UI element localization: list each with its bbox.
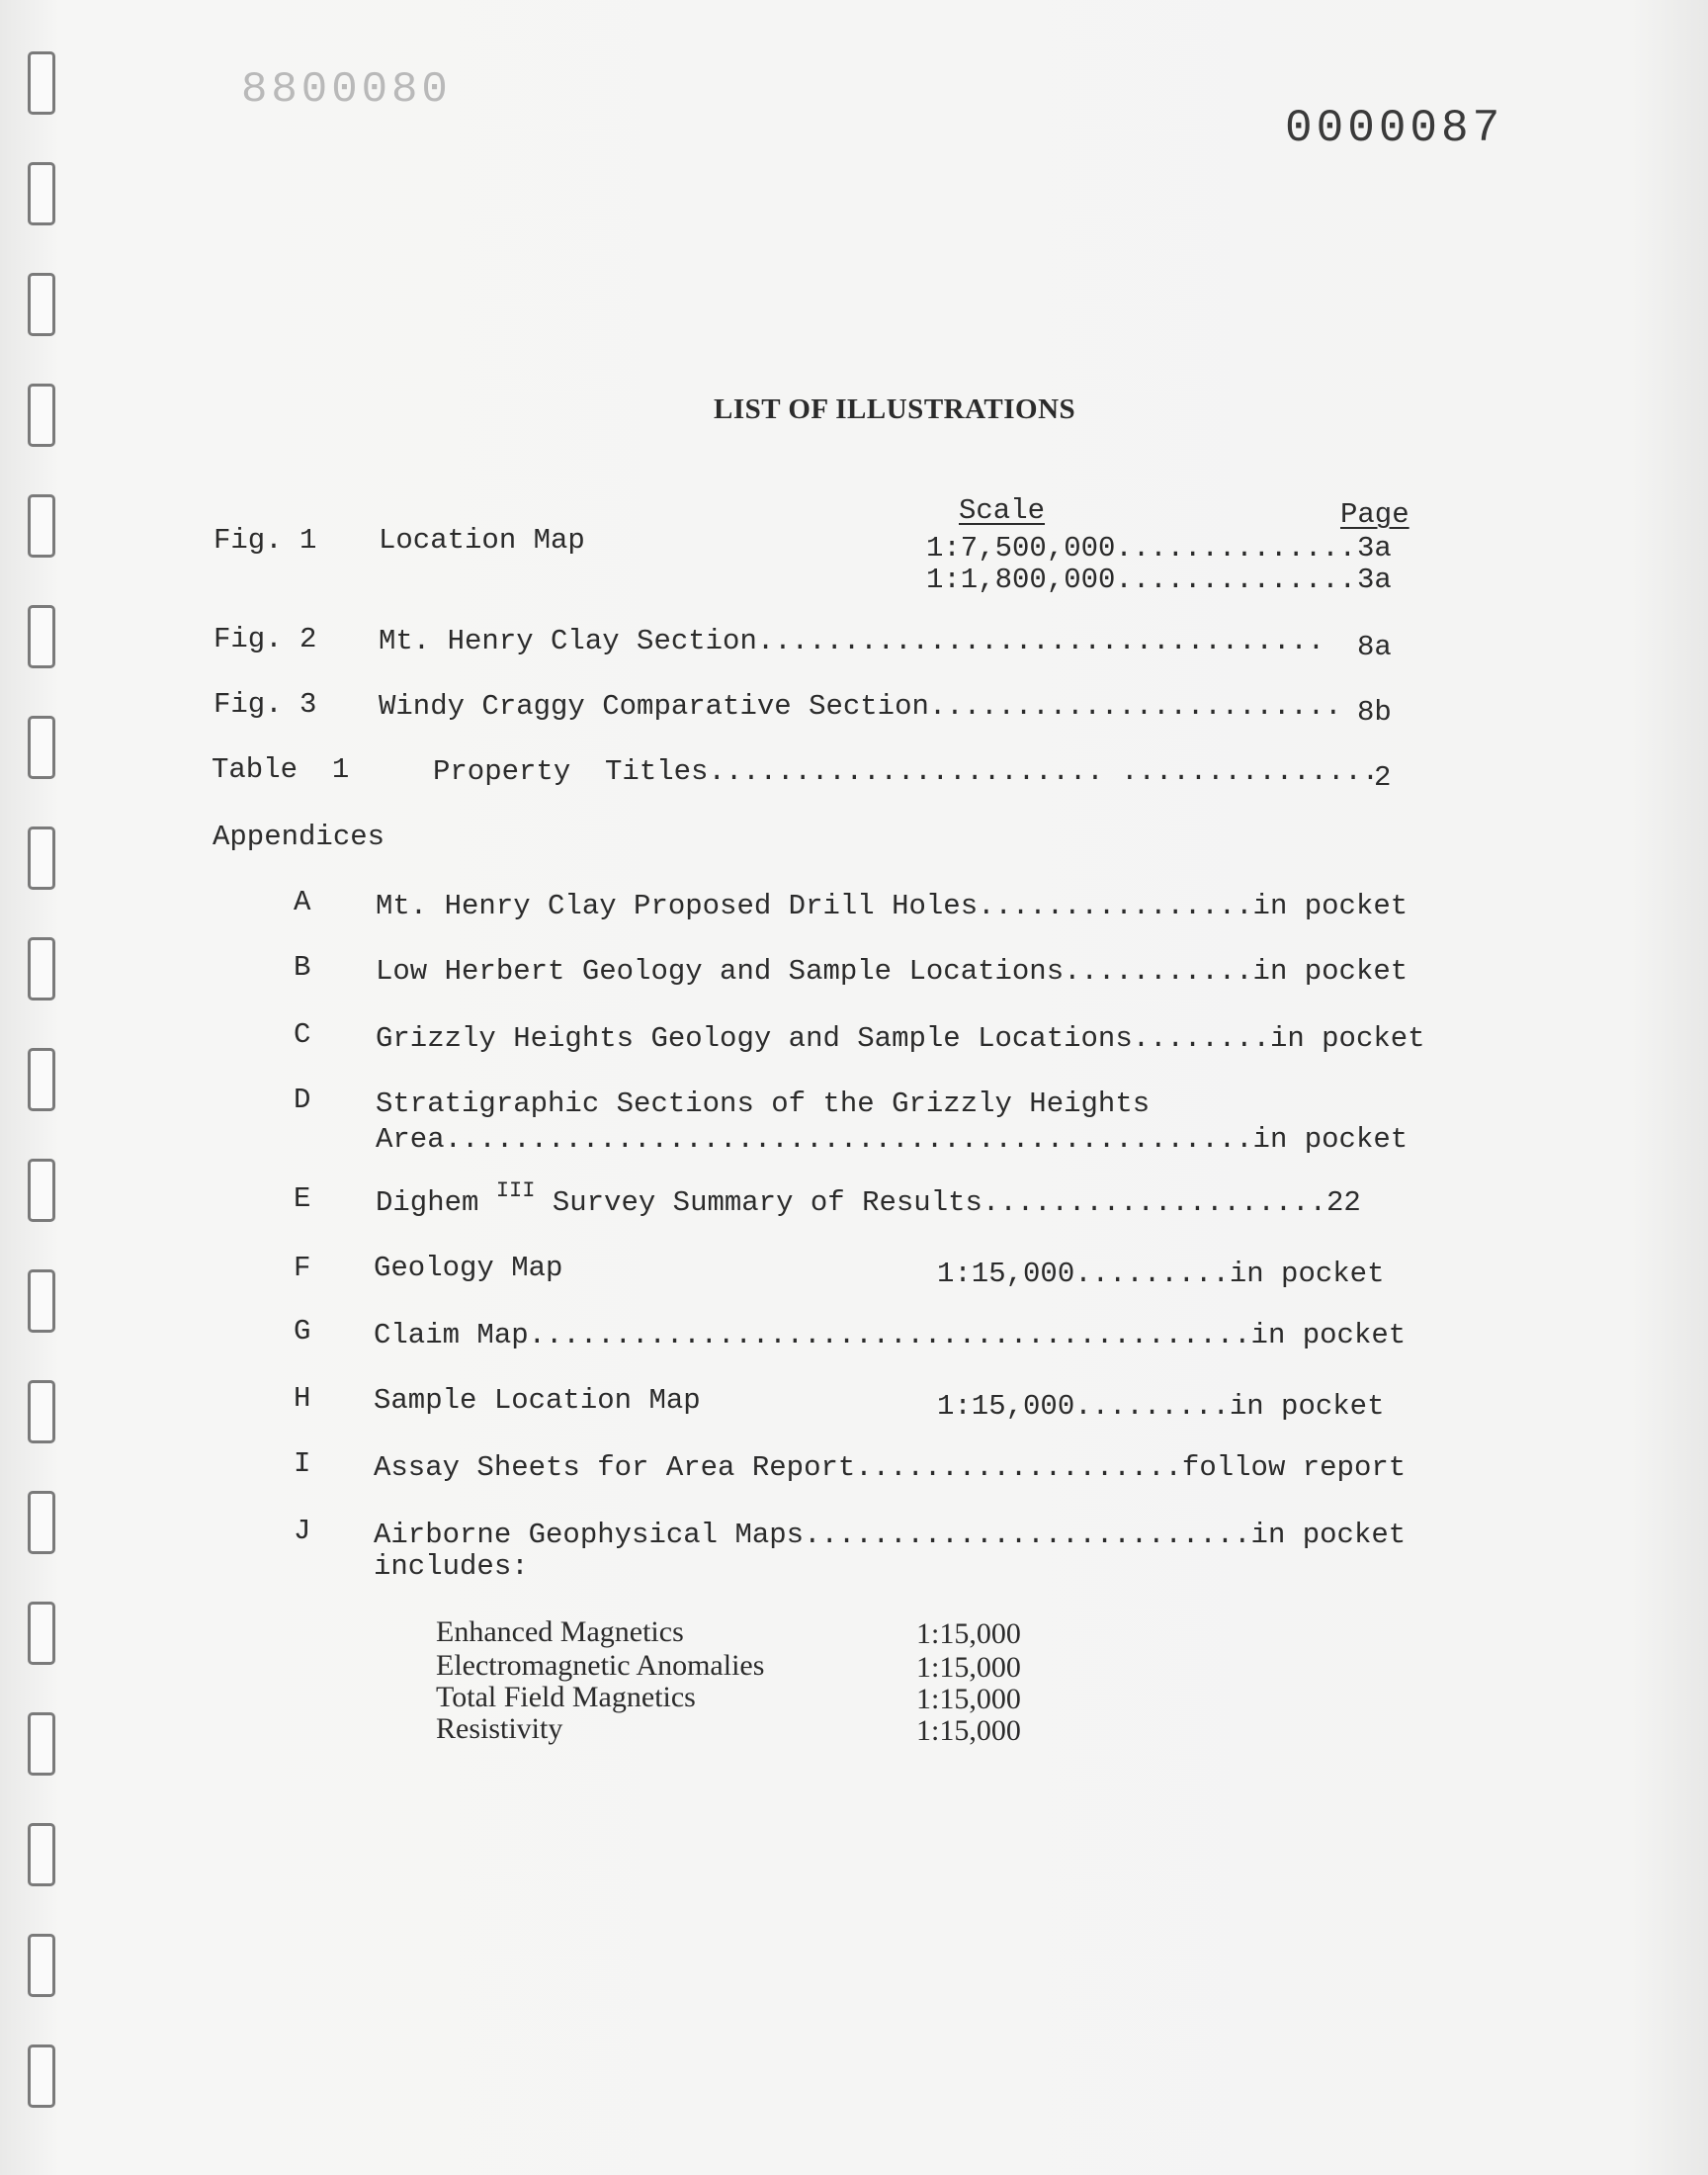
binder-hole [28, 273, 55, 336]
appendix-letter: A [294, 886, 311, 918]
binder-hole [28, 162, 55, 225]
binder-hole [28, 1269, 55, 1333]
binder-hole [28, 1934, 55, 1997]
include-scale: 1:15,000 [916, 1714, 1021, 1747]
binder-hole [28, 384, 55, 447]
binder-hole [28, 716, 55, 779]
include-scale: 1:15,000 [916, 1683, 1021, 1715]
appendices-heading: Appendices [213, 821, 385, 853]
appendix-text: Sample Location Map [374, 1384, 701, 1417]
appendix-text: Low Herbert Geology and Sample Locations...........in pocket [376, 955, 1409, 988]
binder-hole [28, 826, 55, 890]
figure-scale: 1:1,800,000.............. [926, 564, 1357, 596]
appendix-letter: D [294, 1084, 311, 1116]
appendix-letter: F [294, 1252, 311, 1284]
page-stamp-number: 0000087 [1285, 103, 1504, 154]
appendix-letter: G [294, 1315, 311, 1348]
scale-column-header: Scale [959, 494, 1046, 527]
appendix-text-part: Dighem [376, 1186, 496, 1219]
appendix-letter: B [294, 951, 311, 984]
table-label: Table 1 [212, 753, 350, 786]
include-name: Resistivity [436, 1712, 563, 1745]
binder-hole [28, 1602, 55, 1665]
page-title: LIST OF ILLUSTRATIONS [714, 393, 1076, 425]
figure-page: 3a [1357, 564, 1392, 596]
figure-page: 3a [1357, 532, 1392, 565]
appendix-text: Geology Map [374, 1252, 563, 1284]
binder-hole [28, 494, 55, 558]
figure-title: Mt. Henry Clay Section................................. [379, 625, 1325, 657]
appendix-scale: 1:15,000.........in pocket [937, 1258, 1385, 1290]
binder-hole [28, 1491, 55, 1554]
page-column-header: Page [1340, 498, 1409, 531]
figure-label: Fig. 1 [214, 524, 317, 557]
appendix-text-part: Survey Summary of Results....................22 [535, 1186, 1361, 1219]
appendix-letter: I [294, 1447, 311, 1480]
appendix-text-continued: includes: [374, 1550, 529, 1583]
figure-label: Fig. 3 [214, 688, 317, 721]
figure-scale: 1:7,500,000.............. [926, 532, 1357, 565]
include-name: Electromagnetic Anomalies [436, 1649, 765, 1682]
binder-hole [28, 1380, 55, 1443]
appendix-text: Claim Map..........................................in pocket [374, 1319, 1407, 1351]
faint-stamp-number: 8800080 [241, 65, 452, 115]
figure-title: Location Map [379, 524, 585, 557]
appendix-text: Grizzly Heights Geology and Sample Locations........in pocket [376, 1022, 1425, 1055]
appendix-text: Airborne Geophysical Maps..........................in pocket [374, 1519, 1407, 1551]
figure-label: Fig. 2 [214, 623, 317, 655]
table-page: 2 [1374, 761, 1392, 794]
include-name: Enhanced Magnetics [436, 1615, 684, 1648]
table-title: Property Titles....................... ............... [433, 755, 1380, 788]
binder-hole [28, 1712, 55, 1776]
appendix-letter: C [294, 1018, 311, 1051]
appendix-text: Stratigraphic Sections of the Grizzly Heights [376, 1088, 1151, 1120]
include-scale: 1:15,000 [916, 1651, 1021, 1684]
binder-hole [28, 1159, 55, 1222]
appendix-letter: J [294, 1515, 311, 1547]
figure-title: Windy Craggy Comparative Section........................ [379, 690, 1342, 723]
superscript: III [495, 1178, 536, 1203]
appendix-text [376, 1178, 1361, 1219]
appendix-text: Assay Sheets for Area Report...................follow report [374, 1451, 1407, 1484]
binder-hole [28, 2044, 55, 2108]
appendix-scale: 1:15,000.........in pocket [937, 1390, 1385, 1423]
figure-page: 8b [1357, 696, 1392, 729]
binder-hole [28, 937, 55, 1000]
binder-hole [28, 605, 55, 668]
appendix-text: Mt. Henry Clay Proposed Drill Holes................in pocket [376, 890, 1409, 922]
figure-page: 8a [1357, 631, 1392, 663]
include-scale: 1:15,000 [916, 1617, 1021, 1650]
appendix-letter: H [294, 1382, 311, 1415]
binder-hole [28, 1823, 55, 1886]
binder-hole [28, 1048, 55, 1111]
appendix-letter: E [294, 1182, 311, 1215]
include-name: Total Field Magnetics [436, 1681, 696, 1713]
binder-hole [28, 51, 55, 115]
appendix-text-continued: Area...............................................in pocket [376, 1123, 1409, 1156]
